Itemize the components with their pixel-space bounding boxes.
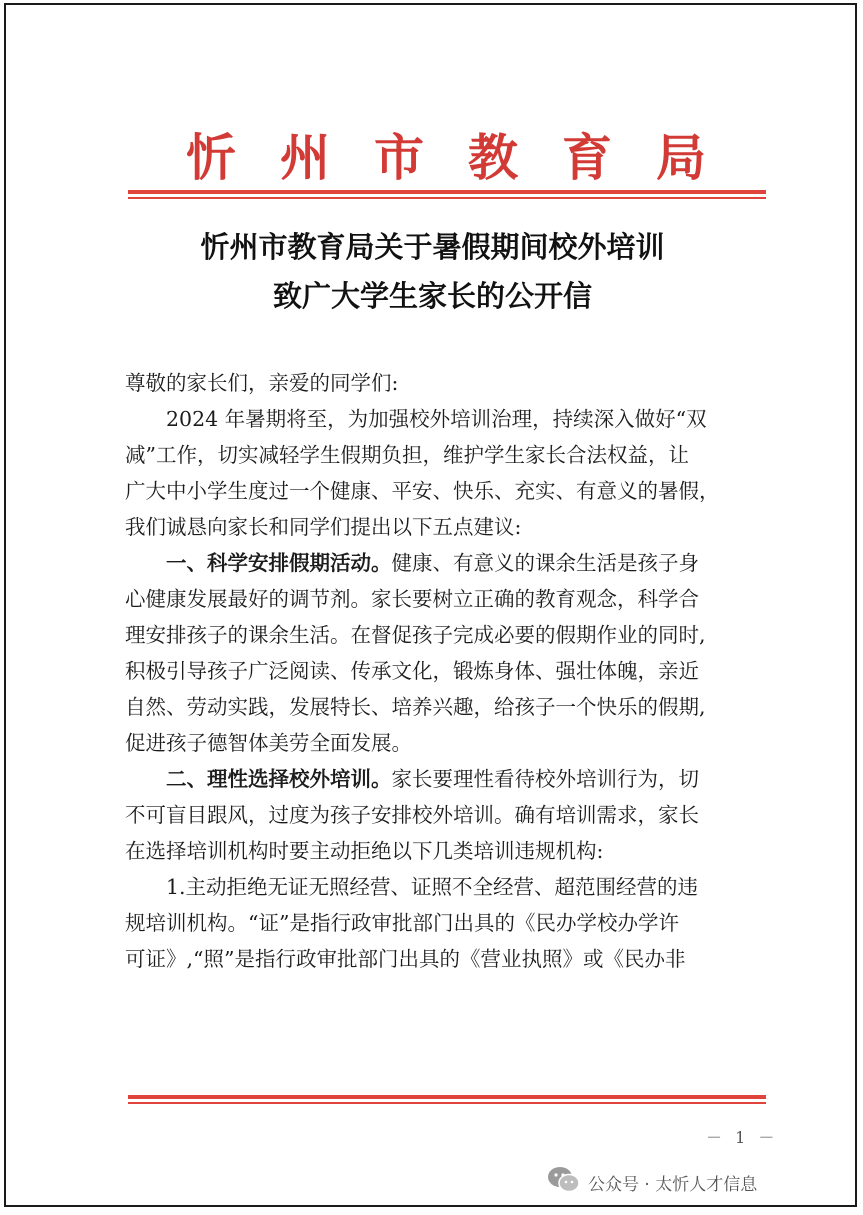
document-title-line1: 忻州市教育局关于暑假期间校外培训 — [200, 230, 665, 264]
letterhead-char: 忻 — [186, 128, 236, 187]
section1-line: 自然、劳动实践，发展特长、培养兴趣，给孩子一个快乐的假期, — [125, 695, 706, 719]
intro-line: 我们诚恳向家长和同学们提出以下五点建议: — [125, 515, 522, 539]
letterhead-red-rule — [128, 190, 766, 199]
item1-line: 1.主动拒绝无证无照经营、证照不全经营、超范围经营的违 — [166, 875, 699, 899]
page-number: － 1 － — [706, 1128, 779, 1147]
section1-heading: 一、科学安排假期活动。 — [166, 551, 392, 575]
letterhead-char: 市 — [374, 128, 424, 187]
section1-first-rest: 健康、有意义的课余生活是孩子身 — [391, 551, 699, 575]
letterhead-char: 教 — [468, 128, 518, 187]
item1-line: 规培训机构。“证”是指行政审批部门出具的《民办学校办学许 — [125, 911, 679, 935]
letterhead-char: 局 — [656, 128, 706, 187]
item1-line: 可证》,“照”是指行政审批部门出具的《营业执照》或《民办非 — [125, 947, 686, 971]
section1-first-line — [125, 545, 775, 581]
letterhead-char: 州 — [280, 128, 330, 187]
section1-line: 心健康发展最好的调节剂。家长要树立正确的教育观念，科学合 — [125, 587, 699, 611]
section1-line: 促进孩子德智体美劳全面发展。 — [125, 731, 412, 755]
salutation: 尊敬的家长们，亲爱的同学们: — [125, 371, 399, 395]
watermark-text: 公众号 · 太忻人才信息 — [588, 1175, 758, 1195]
intro-line: 广大中小学生度过一个健康、平安、快乐、充实、有意义的暑假， — [125, 479, 720, 503]
section2-line: 在选择培训机构时要主动拒绝以下几类培训违规机构: — [125, 839, 604, 863]
section2-first-rest: 家长要理性看待校外培训行为，切 — [391, 767, 699, 791]
footer-red-rule — [128, 1095, 766, 1104]
section2-first-line — [125, 761, 775, 797]
section1-line: 积极引导孩子广泛阅读、传承文化，锻炼身体、强壮体魄，亲近 — [125, 659, 699, 683]
section1-line: 理安排孩子的课余生活。在督促孩子完成必要的假期作业的同时, — [125, 623, 706, 647]
wechat-icon — [546, 1165, 582, 1200]
intro-line: 减”工作，切实减轻学生假期负担，维护学生家长合法权益，让 — [125, 443, 689, 467]
letterhead-char: 育 — [562, 128, 612, 187]
document-title-line2: 致广大学生家长的公开信 — [272, 279, 592, 313]
document-page — [4, 3, 857, 1207]
section2-heading: 二、理性选择校外培训。 — [166, 767, 392, 791]
intro-line: 2024 年暑期将至，为加强校外培训治理，持续深入做好“双 — [166, 407, 707, 431]
watermark — [546, 1165, 757, 1200]
letter-body — [125, 365, 775, 977]
letterhead — [186, 128, 706, 188]
section2-line: 不可盲目跟风，过度为孩子安排校外培训。确有培训需求，家长 — [125, 803, 699, 827]
